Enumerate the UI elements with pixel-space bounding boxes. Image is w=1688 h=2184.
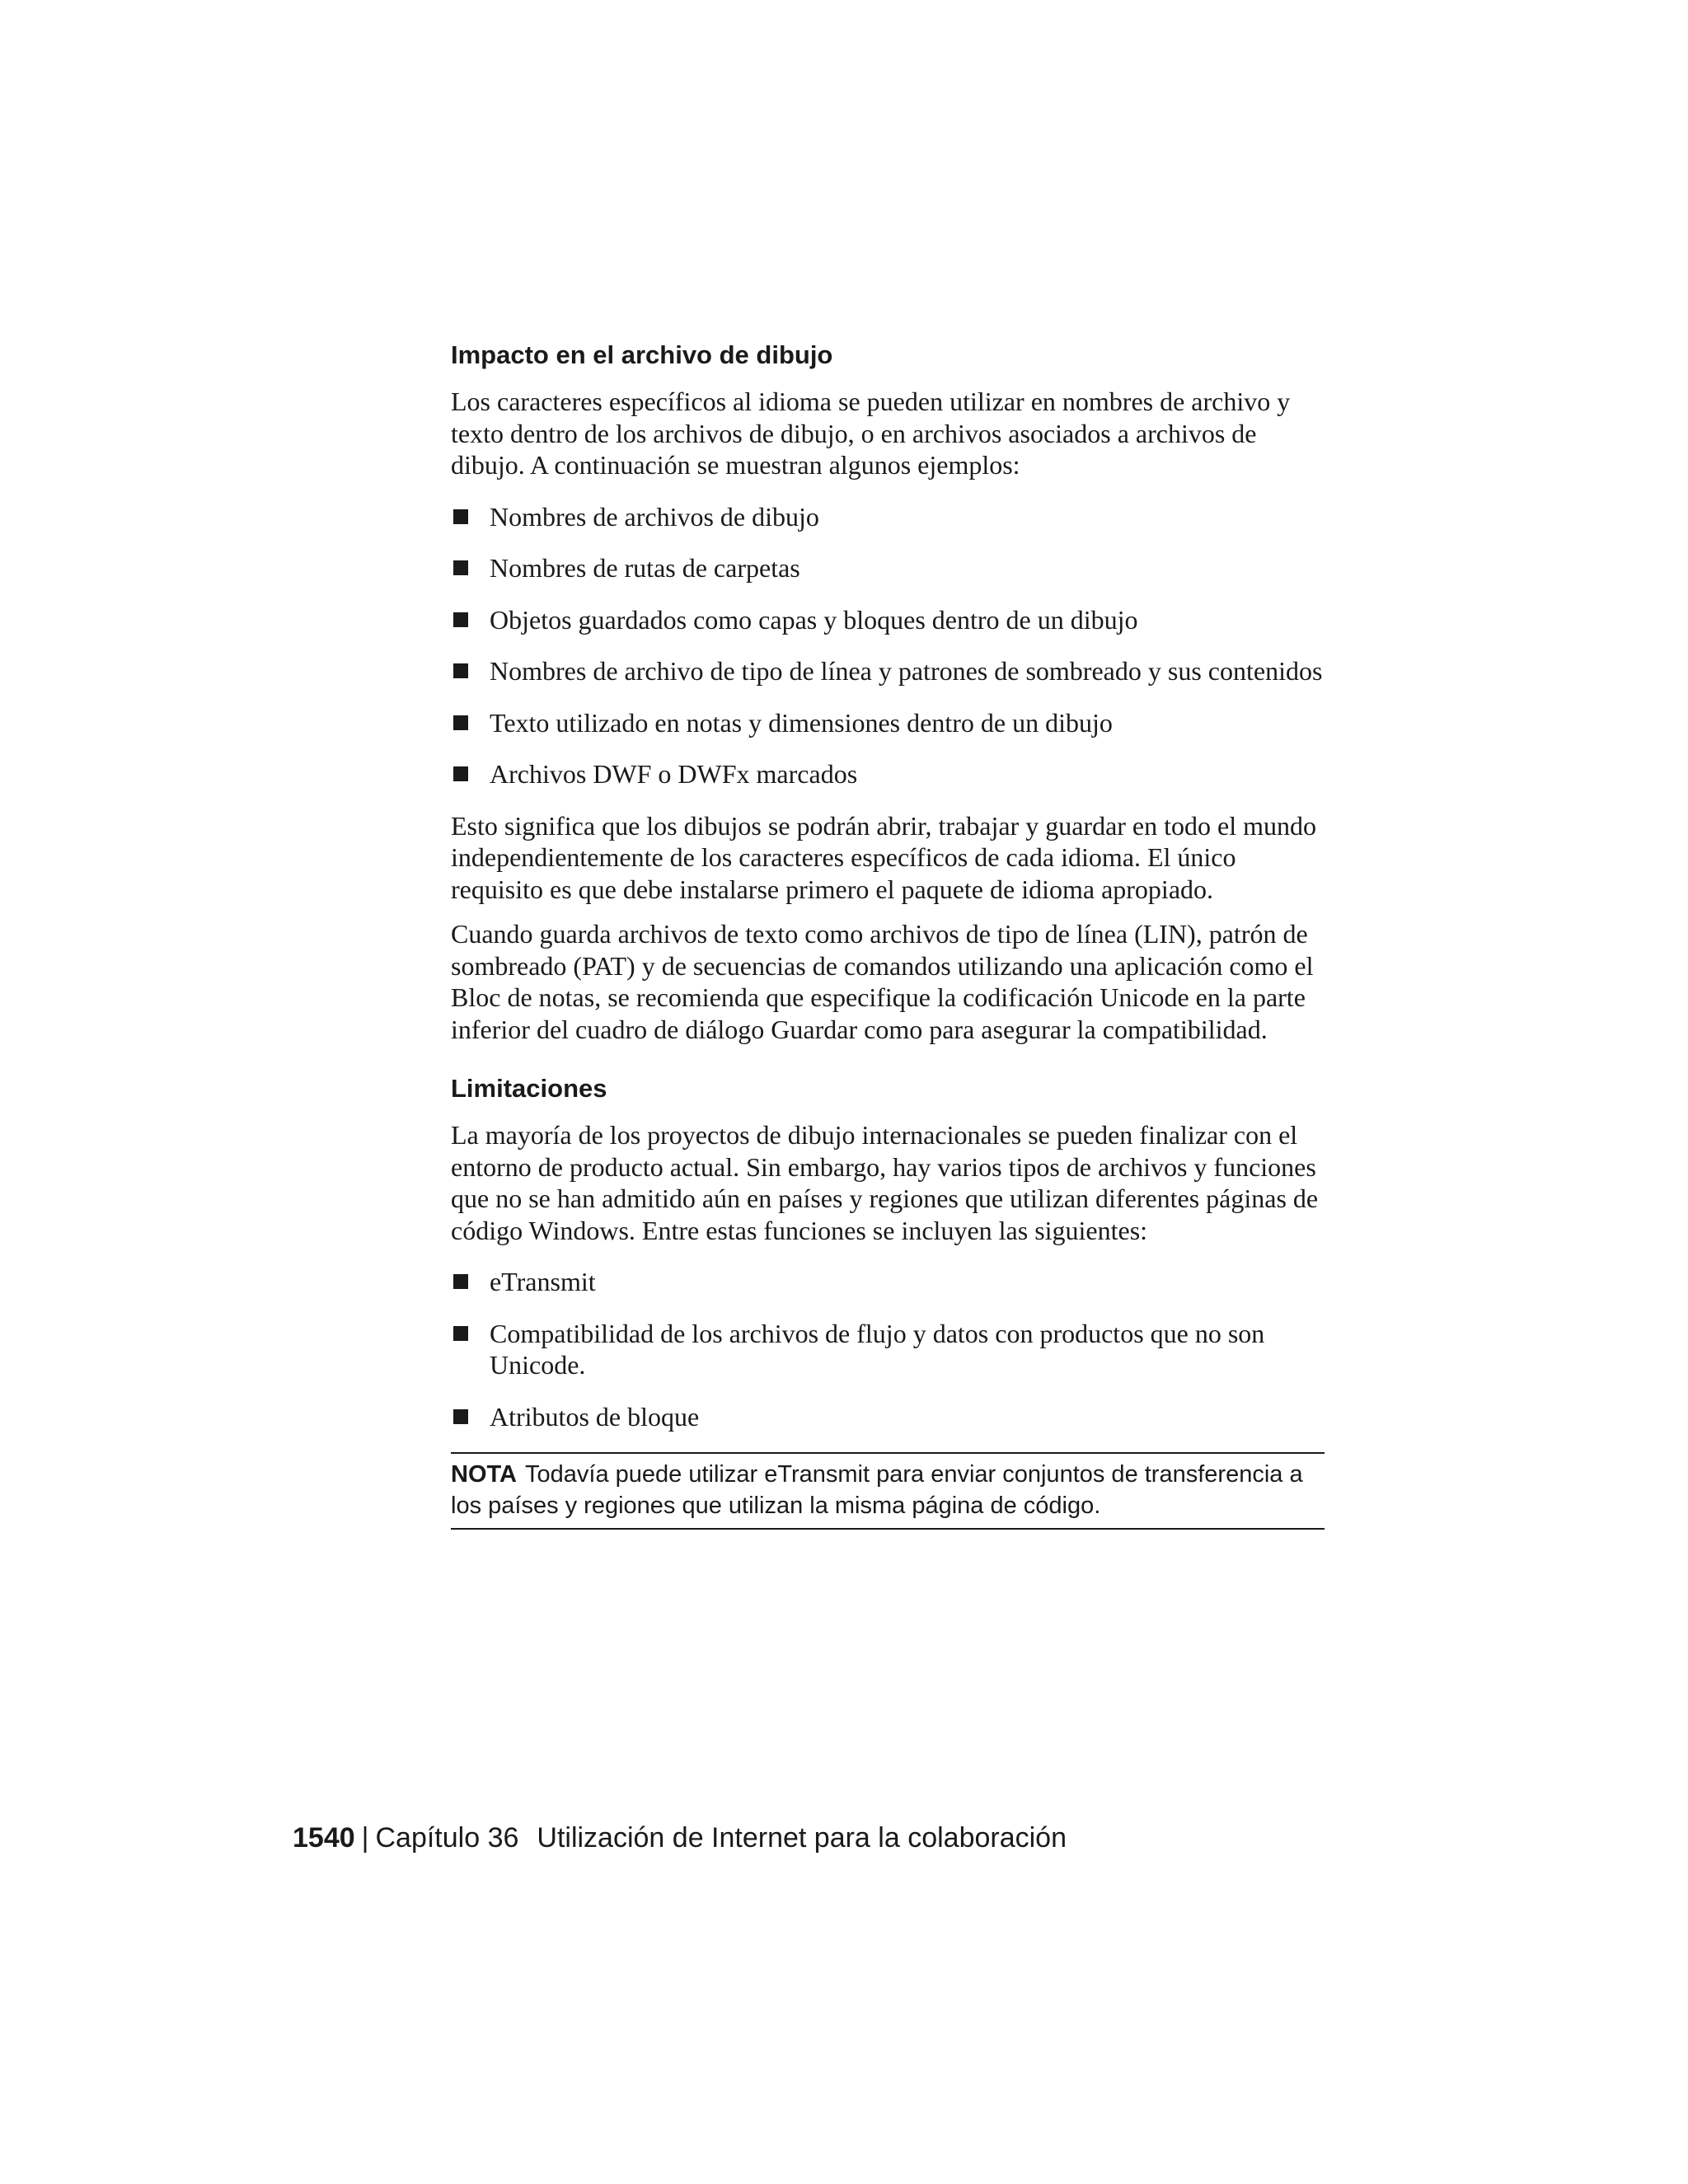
square-bullet-icon (453, 1274, 468, 1289)
list-item (451, 1266, 1325, 1298)
list-item-text: eTransmit (490, 1267, 596, 1296)
paragraph-meaning: Esto significa que los dibujos se podrán abrir, trabajar y guardar en todo el mundo independientemente de los caracteres específicos de cada idioma. El único requisito es que debe instalarse primero el paquete de idioma apropiado. (451, 810, 1316, 904)
list-item-text: Nombres de rutas de carpetas (490, 553, 800, 583)
list-item (451, 1318, 1325, 1381)
square-bullet-icon (453, 715, 468, 730)
paragraph-intro: Los caracteres específicos al idioma se pueden utilizar en nombres de archivo y texto dentro de los archivos de dibujo, o en archivos asociados a archivos de dibujo. A continuación se muestran algunos ejemplos: (451, 387, 1291, 480)
square-bullet-icon (453, 509, 468, 524)
list-item-text: Texto utilizado en notas y dimensiones dentro de un dibujo (490, 707, 1113, 738)
square-bullet-icon (453, 1326, 468, 1341)
list-item-text: Atributos de bloque (490, 1401, 700, 1432)
list-item (451, 655, 1325, 687)
list-item (451, 501, 1325, 533)
footer-separator: | (361, 1822, 369, 1854)
square-bullet-icon (453, 1409, 468, 1424)
list-item-text: Nombres de archivos de dibujo (490, 501, 819, 532)
list-item (451, 758, 1325, 790)
list-item (451, 707, 1325, 739)
note-box (451, 1452, 1325, 1530)
note-label: NOTA (451, 1461, 518, 1488)
note-text: Todavía puede utilizar eTransmit para enviar conjuntos de transferencia a los países y regiones que utilizan la misma página de código. (451, 1461, 1303, 1519)
page-number: 1540 (293, 1822, 355, 1854)
page-footer (293, 1820, 1067, 1856)
paragraph-limitations: La mayoría de los proyectos de dibujo internacionales se pueden finalizar con el entorno de producto actual. Sin embargo, hay varios tipos de archivos y funciones que no se han admitido aún en países y regiones que utilizan diferentes páginas de código Windows. Entre estas funciones se incluyen las siguientes: (451, 1120, 1319, 1245)
square-bullet-icon (453, 663, 468, 678)
page-content (451, 340, 1325, 1530)
chapter-title: Utilización de Internet para la colaboración (537, 1822, 1067, 1854)
paragraph-unicode: Cuando guarda archivos de texto como archivos de tipo de línea (LIN), patrón de sombreado (PAT) y de secuencias de comandos utilizando una aplicación como el Bloc de notas, se recomienda que especifique la codificación Unicode en la parte inferior del cuadro de diálogo Guardar como para asegurar la compatibilidad. (451, 919, 1314, 1044)
chapter-label: Capítulo 36 (375, 1822, 519, 1854)
list-item-text: Compatibilidad de los archivos de flujo y datos con productos que no son Unicode. (490, 1318, 1265, 1380)
list-item (451, 552, 1325, 584)
list-item-text: Archivos DWF o DWFx marcados (490, 759, 858, 789)
section-heading-impact: Impacto en el archivo de dibujo (451, 340, 833, 369)
list-item-text: Objetos guardados como capas y bloques dentro de un dibujo (490, 604, 1138, 635)
examples-list (451, 501, 1325, 790)
square-bullet-icon (453, 560, 468, 575)
square-bullet-icon (453, 612, 468, 627)
limitations-list (451, 1266, 1325, 1432)
list-item (451, 1401, 1325, 1433)
square-bullet-icon (453, 766, 468, 781)
section-heading-limitations: Limitaciones (451, 1074, 607, 1103)
list-item-text: Nombres de archivo de tipo de línea y patrones de sombreado y sus contenidos (490, 656, 1323, 686)
list-item (451, 604, 1325, 636)
